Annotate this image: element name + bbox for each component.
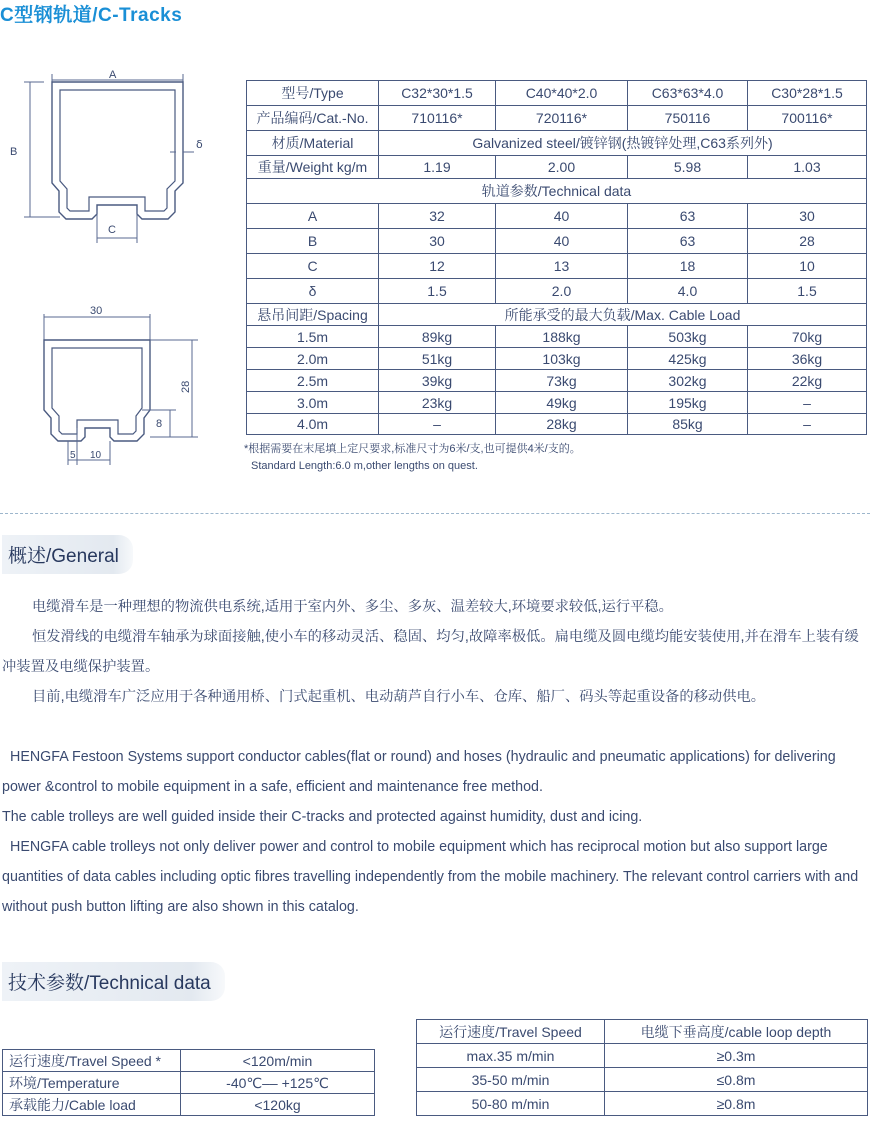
table-cell: 49kg	[496, 392, 628, 414]
table-cell: 材质/Material	[247, 131, 379, 156]
table-row	[417, 1092, 868, 1116]
table-cell: 2.00	[496, 156, 628, 179]
table-row	[247, 279, 867, 304]
table-cell: 35-50 m/min	[417, 1068, 605, 1092]
paragraph: 电缆滑车是一种理想的物流供电系统,适用于室内外、多尘、多灰、温差较大,环境要求较低,运行平稳。	[32, 599, 673, 615]
table-cell: 30	[379, 229, 496, 254]
table-cell: 28kg	[496, 414, 628, 435]
table-cell: -40℃–– +125℃	[181, 1072, 375, 1094]
page-title: C型钢轨道/C-Tracks	[0, 5, 183, 26]
table-cell: 电缆下垂高度/cable loop depth	[605, 1020, 868, 1044]
table-row	[417, 1020, 868, 1044]
paragraph: The cable trolleys are well guided inside their C-tracks and protected against humidity, dust and icing.	[2, 809, 643, 825]
table-cell: 2.0m	[247, 348, 379, 370]
table-cell: 3.0m	[247, 392, 379, 414]
table-cell: 2.5m	[247, 370, 379, 392]
table-cell: 1.19	[379, 156, 496, 179]
paragraph: HENGFA cable trolleys not only deliver power and control to mobile equipment which has reciprocal motion but also support large quantities of data cables including optic fibres travelling independently from the mobile machinery. The relevant control carriers with and without push button lifting are also shown in this catalog.	[2, 839, 859, 915]
table-cell: 承载能力/Cable load	[3, 1094, 181, 1116]
table-cell: 18	[628, 254, 748, 279]
dim-28: 28	[180, 380, 192, 393]
table-cell: 运行速度/Travel Speed	[417, 1020, 605, 1044]
table-cell: C63*63*4.0	[628, 81, 748, 106]
c-track-spec-table	[246, 80, 867, 435]
table-row	[3, 1072, 375, 1094]
dim-8: 8	[156, 418, 163, 430]
table-cell: 40	[496, 229, 628, 254]
table-cell: 63	[628, 229, 748, 254]
label-a: A	[109, 69, 117, 81]
table-cell: 1.03	[748, 156, 867, 179]
table-row-catno	[247, 106, 867, 131]
table-cell: 22kg	[748, 370, 867, 392]
table-cell: 710116*	[379, 106, 496, 131]
table-row	[247, 370, 867, 392]
table-row	[417, 1068, 868, 1092]
table-cell: C32*30*1.5	[379, 81, 496, 106]
table-cell: 425kg	[628, 348, 748, 370]
table-cell: 85kg	[628, 414, 748, 435]
table-cell: 30	[748, 204, 867, 229]
table-cell: 13	[496, 254, 628, 279]
table-cell: <120m/min	[181, 1050, 375, 1072]
label-c: C	[108, 224, 116, 236]
table-row-type	[247, 81, 867, 106]
table-row	[247, 348, 867, 370]
table-cell: 36kg	[748, 348, 867, 370]
table-row	[247, 204, 867, 229]
table-cell: 103kg	[496, 348, 628, 370]
travel-spec-table	[2, 1049, 375, 1116]
section-heading-general: 概述/General	[2, 535, 133, 574]
table-cell: 2.0	[496, 279, 628, 304]
footnote-line: *根据需要在末尾填上定尺要求,标准尺寸为6米/支,也可提供4米/支的。	[244, 443, 581, 455]
table-row	[247, 326, 867, 348]
general-english-text	[2, 742, 868, 922]
table-footnote	[244, 441, 581, 475]
table-cell: 89kg	[379, 326, 496, 348]
dim-5: 5	[70, 450, 76, 461]
paragraph: 恒发滑线的电缆滑车轴承为球面接触,使小车的移动灵活、稳固、均匀,故障率极低。扁电缆及圆电缆均能安装使用,并在滑车上装有缓冲装置及电缆保护装置。	[2, 629, 859, 675]
table-cell: 23kg	[379, 392, 496, 414]
table-cell: 5.98	[628, 156, 748, 179]
table-cell: –	[379, 414, 496, 435]
table-row-weight	[247, 156, 867, 179]
c-track-diagram-bottom	[30, 300, 220, 470]
loop-depth-table	[416, 1019, 868, 1116]
table-cell: 悬吊间距/Spacing	[247, 304, 379, 326]
label-delta: δ	[196, 138, 203, 151]
table-cell: 302kg	[628, 370, 748, 392]
table-cell: A	[247, 204, 379, 229]
table-cell: B	[247, 229, 379, 254]
table-cell: 4.0m	[247, 414, 379, 435]
table-cell: 195kg	[628, 392, 748, 414]
table-row-load-header	[247, 304, 867, 326]
table-cell: 所能承受的最大负载/Max. Cable Load	[379, 304, 867, 326]
paragraph: HENGFA Festoon Systems support conductor cables(flat or round) and hoses (hydraulic and pneumatic applications) for delivering power &control to mobile equipment in a safe, efficient and maintenance free method.	[2, 749, 836, 795]
table-cell: ≥0.3m	[605, 1044, 868, 1068]
table-cell: 运行速度/Travel Speed *	[3, 1050, 181, 1072]
table-cell: 10	[748, 254, 867, 279]
label-b: B	[10, 146, 18, 158]
table-cell: 700116*	[748, 106, 867, 131]
table-row	[247, 414, 867, 435]
table-cell: 1.5m	[247, 326, 379, 348]
table-cell: 12	[379, 254, 496, 279]
table-row	[417, 1044, 868, 1068]
table-cell: 型号/Type	[247, 81, 379, 106]
table-cell: δ	[247, 279, 379, 304]
table-cell: 1.5	[379, 279, 496, 304]
table-cell: 70kg	[748, 326, 867, 348]
table-row-material	[247, 131, 867, 156]
table-cell: 40	[496, 204, 628, 229]
table-cell: 750116	[628, 106, 748, 131]
table-cell: 63	[628, 204, 748, 229]
table-row	[3, 1050, 375, 1072]
table-cell: <120kg	[181, 1094, 375, 1116]
table-cell: C30*28*1.5	[748, 81, 867, 106]
table-row-tech-header	[247, 179, 867, 204]
table-cell: 产品编码/Cat.-No.	[247, 106, 379, 131]
table-cell: –	[748, 392, 867, 414]
table-cell: 32	[379, 204, 496, 229]
table-cell: 环境/Temperature	[3, 1072, 181, 1094]
table-cell: 503kg	[628, 326, 748, 348]
dim-10: 10	[90, 450, 102, 461]
table-cell: Galvanized steel/镀锌钢(热镀锌处理,C63系列外)	[379, 131, 867, 156]
paragraph: 目前,电缆滑车广泛应用于各种通用桥、门式起重机、电动葫芦自行小车、仓库、船厂、码头等起重设备的移动供电。	[32, 689, 766, 705]
table-cell: 50-80 m/min	[417, 1092, 605, 1116]
general-chinese-text	[2, 592, 868, 712]
table-row	[247, 392, 867, 414]
dim-30: 30	[90, 305, 103, 317]
table-cell: 重量/Weight kg/m	[247, 156, 379, 179]
table-row	[3, 1094, 375, 1116]
table-cell: 39kg	[379, 370, 496, 392]
table-cell: 1.5	[748, 279, 867, 304]
table-cell: 720116*	[496, 106, 628, 131]
table-cell: 188kg	[496, 326, 628, 348]
table-row	[247, 229, 867, 254]
table-cell: 4.0	[628, 279, 748, 304]
c-track-diagram-top	[0, 60, 230, 260]
table-cell: ≥0.8m	[605, 1092, 868, 1116]
section-divider	[0, 513, 870, 514]
table-cell: ≤0.8m	[605, 1068, 868, 1092]
table-cell: 51kg	[379, 348, 496, 370]
table-cell: 轨道参数/Technical data	[247, 179, 867, 204]
table-cell: –	[748, 414, 867, 435]
table-row	[247, 254, 867, 279]
table-cell: 28	[748, 229, 867, 254]
table-cell: C40*40*2.0	[496, 81, 628, 106]
table-cell: C	[247, 254, 379, 279]
table-cell: 73kg	[496, 370, 628, 392]
section-heading-technical: 技术参数/Technical data	[2, 962, 225, 1001]
footnote-line: Standard Length:6.0 m,other lengths on quest.	[251, 460, 478, 472]
table-cell: max.35 m/min	[417, 1044, 605, 1068]
